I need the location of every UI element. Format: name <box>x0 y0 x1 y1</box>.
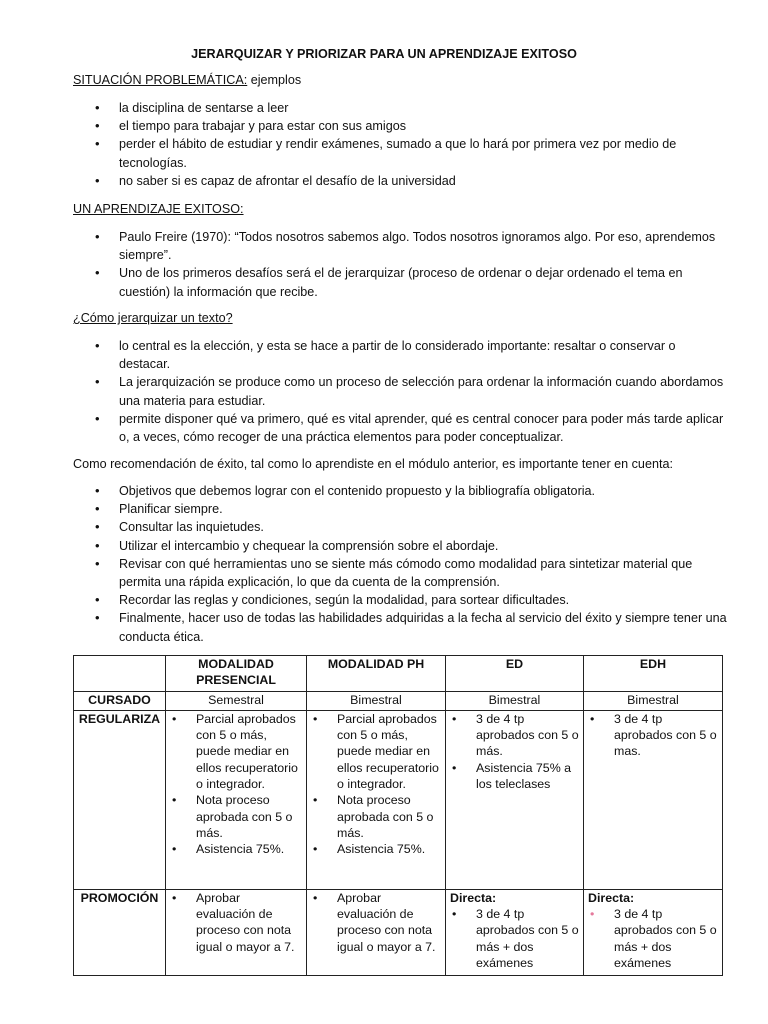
list-item: • Recordar las reglas y condiciones, según la modalidad, para sortear dificultades. <box>73 591 728 609</box>
list-jerarquizar <box>73 337 728 446</box>
cell-promocion-ph <box>307 889 446 975</box>
heading-suffix: ejemplos <box>247 73 302 87</box>
cell-list-item: • Nota proceso aprobada con 5 o más. <box>311 792 441 841</box>
list-item: • Finalmente, hacer uso de todas las habilidades adquiridas a la fecha al servicio del éxito y siempre tener una conducta ética. <box>73 609 728 645</box>
cell-list-item: • Parcial aprobados con 5 o más, puede mediar en ellos recuperatorio o integrador. <box>170 711 302 792</box>
cell-promocion-ed <box>446 889 584 975</box>
header-cell-presencial: MODALIDAD PRESENCIAL <box>166 656 307 692</box>
cell-regulariza-ed <box>446 710 584 889</box>
cell-cursado-ed: Bimestral <box>446 691 584 710</box>
list-item: • La jerarquización se produce como un proceso de selección para ordenar la información cuando abordamos una materia para estudiar. <box>73 373 728 409</box>
cell-list-item: • Aprobar evaluación de proceso con nota igual o mayor a 7. <box>170 890 302 955</box>
table-row-regulariza <box>74 710 723 889</box>
list-item: • Uno de los primeros desafíos será el de jerarquizar (proceso de ordenar o dejar ordenado el tema en cuestión) la información que recibe. <box>73 264 728 300</box>
cell-list-item: • 3 de 4 tp aprobados con 5 o más + dos exámenes <box>450 906 579 971</box>
row-label-cursado: CURSADO <box>74 691 166 710</box>
heading-underlined: UN APRENDIZAJE EXITOSO: <box>73 202 244 216</box>
list-item: • perder el hábito de estudiar y rendir exámenes, sumado a que lo hará por primera vez por medio de tecnologías. <box>73 135 728 171</box>
section-heading-jerarquizar <box>73 309 233 327</box>
list-item: • Revisar con qué herramientas uno se siente más cómodo como modalidad para sintetizar material que permita una rápida explicación, lo que da cuenta de la comprensión. <box>73 555 728 591</box>
modalidades-table <box>73 655 723 976</box>
cell-regulariza-ph <box>307 710 446 889</box>
table-row-promocion <box>74 889 723 975</box>
cell-regulariza-presencial <box>166 710 307 889</box>
document-title: JERARQUIZAR Y PRIORIZAR PARA UN APRENDIZAJE EXITOSO <box>191 47 577 61</box>
cell-promocion-presencial <box>166 889 307 975</box>
cell-list-item: • 3 de 4 tp aprobados con 5 o más + dos exámenes <box>588 906 718 971</box>
section-heading-situacion <box>73 71 301 89</box>
heading-underlined: SITUACIÓN PROBLEMÁTICA: <box>73 73 248 87</box>
list-situacion <box>73 99 728 190</box>
table-row-cursado <box>74 691 723 710</box>
header-cell-ph: MODALIDAD PH <box>307 656 446 692</box>
table-header-row <box>74 656 723 692</box>
cell-subheading: Directa: <box>450 890 497 905</box>
cell-list-item: • Asistencia 75% a los teleclases <box>450 760 579 793</box>
heading-underlined: ¿Cómo jerarquizar un texto? <box>73 311 233 325</box>
header-cell-ed: ED <box>446 656 584 692</box>
list-item: • Planificar siempre. <box>73 500 728 518</box>
list-item: • la disciplina de sentarse a leer <box>73 99 728 117</box>
section-heading-aprendizaje <box>73 200 244 218</box>
cell-regulariza-edh <box>584 710 723 889</box>
list-item: • lo central es la elección, y esta se hace a partir de lo considerado importante: resaltar o conservar o destacar. <box>73 337 728 373</box>
cell-list-item: • 3 de 4 tp aprobados con 5 o mas. <box>588 711 718 760</box>
cell-list-item: • 3 de 4 tp aprobados con 5 o más. <box>450 711 579 760</box>
list-item: • Consultar las inquietudes. <box>73 518 728 536</box>
list-aprendizaje <box>73 228 728 301</box>
list-item: • Objetivos que debemos lograr con el contenido propuesto y la bibliografía obligatoria. <box>73 482 728 500</box>
cell-subheading: Directa: <box>588 890 635 905</box>
cell-cursado-edh: Bimestral <box>584 691 723 710</box>
cell-cursado-ph: Bimestral <box>307 691 446 710</box>
list-item: • permite disponer qué va primero, qué es vital aprender, qué es central conocer para poder más tarde aplicar o, a veces, cómo recoger de una práctica elementos para poder conceptualizar. <box>73 410 728 446</box>
row-label-regulariza: REGULARIZA <box>74 710 166 889</box>
list-item: • Utilizar el intercambio y chequear la comprensión sobre el abordaje. <box>73 537 728 555</box>
list-item: • Paulo Freire (1970): “Todos nosotros sabemos algo. Todos nosotros ignoramos algo. Por eso, aprendemos siempre”. <box>73 228 728 264</box>
list-recomendaciones <box>73 482 728 646</box>
cell-list-item: • Nota proceso aprobada con 5 o más. <box>170 792 302 841</box>
cell-cursado-presencial: Semestral <box>166 691 307 710</box>
cell-list-item: • Asistencia 75%. <box>170 841 302 857</box>
header-cell-empty <box>74 656 166 692</box>
list-item: • no saber si es capaz de afrontar el desafío de la universidad <box>73 172 728 190</box>
cell-promocion-edh <box>584 889 723 975</box>
recommendation-intro: Como recomendación de éxito, tal como lo aprendiste en el módulo anterior, es importante tener en cuenta: <box>73 457 673 471</box>
cell-list-item: • Asistencia 75%. <box>311 841 441 857</box>
list-item: • el tiempo para trabajar y para estar con sus amigos <box>73 117 728 135</box>
header-cell-edh: EDH <box>584 656 723 692</box>
cell-list-item: • Parcial aprobados con 5 o más, puede mediar en ellos recuperatorio o integrador. <box>311 711 441 792</box>
row-label-promocion: PROMOCIÓN <box>74 889 166 975</box>
cell-list-item: • Aprobar evaluación de proceso con nota igual o mayor a 7. <box>311 890 441 955</box>
